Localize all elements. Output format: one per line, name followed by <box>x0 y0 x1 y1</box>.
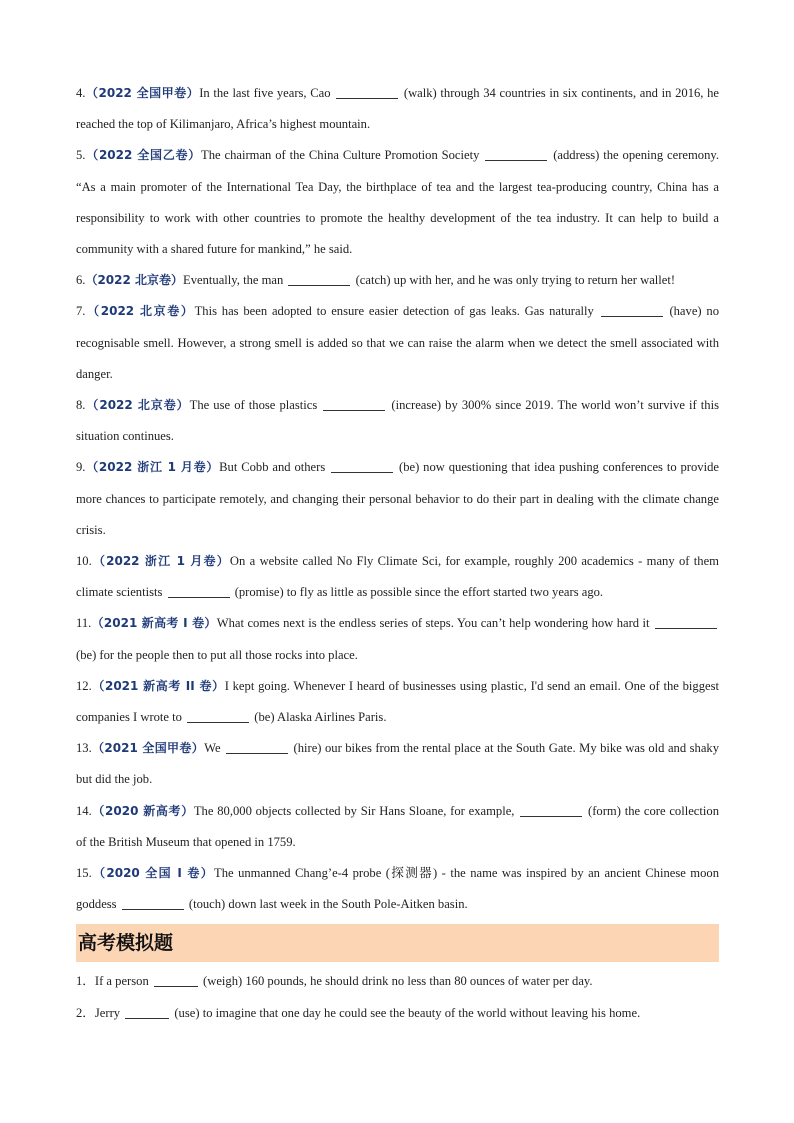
section-heading: 高考模拟题 <box>76 924 719 962</box>
question-source: （2022 全国乙卷） <box>85 148 202 163</box>
question-text: I kept going. Whenever I heard of businesses using plastic, I'd send an email. One of the biggest companies I wrote to <box>76 678 719 725</box>
question-number: 7. <box>76 304 86 319</box>
question-source: （2021 新高考 II 卷） <box>91 678 225 693</box>
question-15 <box>76 858 719 920</box>
answer-blank[interactable] <box>331 459 393 473</box>
exercise-content <box>76 78 719 1029</box>
question-number: 9. <box>76 460 86 475</box>
question-number: 8. <box>76 398 86 413</box>
question-text: Eventually, the man <box>183 273 287 288</box>
question-number: 6. <box>76 273 86 288</box>
question-source: （2020 全国 I 卷） <box>91 866 215 881</box>
answer-blank[interactable] <box>485 147 547 161</box>
question-text: (promise) to fly as little as possible since the effort started two years ago. <box>231 585 604 600</box>
question-9 <box>76 452 719 546</box>
question-source: （2022 北京卷） <box>85 398 190 413</box>
answer-blank[interactable] <box>226 740 288 754</box>
question-number: 11. <box>76 616 92 631</box>
question-source: （2022 北京卷） <box>85 304 195 319</box>
question-source: （2022 北京卷） <box>85 273 184 288</box>
question-8 <box>76 390 719 452</box>
question-source: （2022 全国甲卷） <box>85 86 200 100</box>
question-source: （2022 浙江 1 月卷） <box>91 554 230 569</box>
answer-blank[interactable] <box>125 1005 169 1019</box>
question-text: (form) the core collection of the British Museum that opened in 1759. <box>76 803 719 849</box>
question-text: (use) to imagine that one day he could see the beauty of the world without leaving his home. <box>171 1005 641 1020</box>
question-text: This has been adopted to ensure easier detection of gas leaks. Gas naturally <box>194 304 599 319</box>
question-number: 4. <box>76 86 86 100</box>
question-source: （2021 新高考 I 卷） <box>91 616 217 631</box>
question-text: The use of those plastics <box>189 398 322 413</box>
question-text: What comes next is the endless series of steps. You can’t help wondering how hard it <box>216 616 653 631</box>
answer-blank[interactable] <box>168 584 230 598</box>
question-5 <box>76 140 719 265</box>
question-text: (be) now questioning that idea pushing conferences to provide more chances to participate remotely, and changing their personal behavior to do their part in dealing with the climate change crisis. <box>76 460 719 537</box>
question-text: (address) the opening ceremony. “As a main promoter of the International Tea Day, the birthplace of tea and the largest tea-producing country, China has a responsibility to work with other countries to promote the healthy development of the tea industry. It can help to build a community with a shared future for mankind,” he said. <box>76 148 719 257</box>
question-text: Jerry <box>94 1005 124 1020</box>
question-text: (weigh) 160 pounds, he should drink no less than 80 ounces of water per day. <box>199 974 593 989</box>
question-text: But Cobb and others <box>219 460 330 475</box>
question-text: We <box>204 741 225 756</box>
question-6 <box>76 265 719 296</box>
answer-blank[interactable] <box>323 397 385 411</box>
question-text: (have) no recognisable smell. However, a strong smell is added so that we can raise the alarm when we detect the smell associated with danger. <box>76 304 719 381</box>
question-text: The 80,000 objects collected by Sir Hans Sloane, for example, <box>193 803 519 818</box>
question-number: 2． <box>76 1005 95 1020</box>
question-number: 14. <box>76 803 92 818</box>
question-4 <box>76 78 719 140</box>
question-source: （2022 浙江 1 月卷） <box>85 460 220 475</box>
answer-blank[interactable] <box>601 303 663 317</box>
question-text: (increase) by 300% since 2019. The world won’t survive if this situation continues. <box>76 398 720 444</box>
mock-question-1 <box>76 966 719 997</box>
question-text: (walk) through 34 countries in six continents, and in 2016, he reached the top of Kilimanjaro, Africa’s highest mountain. <box>76 86 719 132</box>
question-source: （2020 新高考） <box>91 803 194 818</box>
question-source: （2021 全国甲卷） <box>91 741 205 756</box>
question-text: The chairman of the China Culture Promotion Society <box>201 148 484 163</box>
answer-blank[interactable] <box>520 803 582 817</box>
question-text: (be) Alaska Airlines Paris. <box>251 710 387 725</box>
question-text: (hire) our bikes from the rental place at the South Gate. My bike was old and shaky but did the job. <box>76 741 720 787</box>
answer-blank[interactable] <box>187 709 249 723</box>
answer-blank[interactable] <box>288 272 350 286</box>
question-number: 12. <box>76 678 92 693</box>
question-text: (touch) down last week in the South Pole-Aitken basin. <box>185 897 468 912</box>
answer-blank[interactable] <box>122 896 184 910</box>
question-number: 13. <box>76 741 92 756</box>
question-text: If a person <box>94 974 152 989</box>
mock-question-2 <box>76 998 719 1029</box>
question-7 <box>76 296 719 390</box>
question-text: (be) for the people then to put all those rocks into place. <box>76 647 358 662</box>
question-12 <box>76 671 719 733</box>
question-14 <box>76 796 719 858</box>
answer-blank[interactable] <box>336 85 398 99</box>
question-number: 1． <box>76 974 95 989</box>
answer-blank[interactable] <box>154 973 198 987</box>
question-text: (catch) up with her, and he was only trying to return her wallet! <box>352 273 676 288</box>
question-text: On a website called No Fly Climate Sci, for example, roughly 200 academics - many of them climate scientists <box>76 554 719 600</box>
question-text: The unmanned Chang’e-4 probe (探测器) - the name was inspired by an ancient Chinese moon goddess <box>76 866 719 912</box>
question-13 <box>76 733 719 795</box>
question-number: 10. <box>76 554 92 569</box>
question-11 <box>76 608 719 670</box>
question-number: 5. <box>76 148 86 163</box>
question-text: In the last five years, Cao <box>199 86 335 100</box>
question-number: 15. <box>76 866 92 881</box>
answer-blank[interactable] <box>655 615 717 629</box>
question-10 <box>76 546 719 608</box>
